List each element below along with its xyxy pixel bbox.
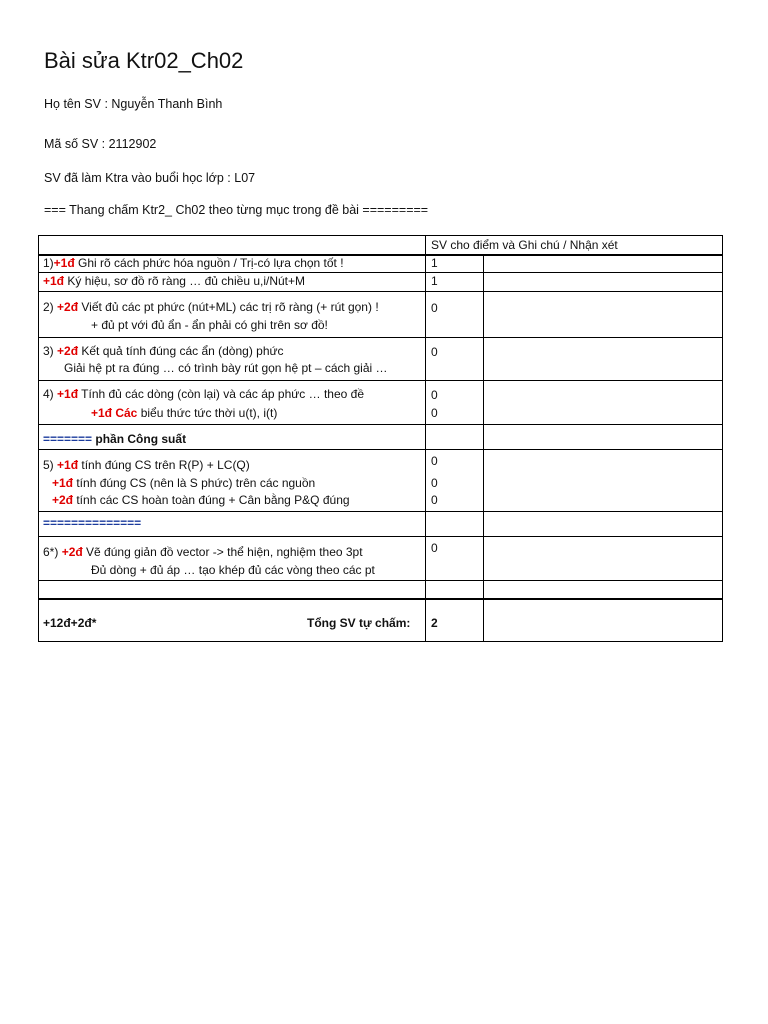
points-badge: +1đ bbox=[52, 476, 74, 490]
table-row bbox=[43, 256, 344, 270]
table-row bbox=[43, 387, 364, 401]
table-row bbox=[43, 545, 363, 559]
score-cell: 1 bbox=[431, 274, 438, 288]
total-max-points: +12đ+2đ* bbox=[43, 616, 97, 630]
points-badge: +2đ bbox=[57, 344, 79, 358]
section-separator bbox=[43, 516, 141, 530]
points-badge: +2đ bbox=[52, 493, 74, 507]
table-row bbox=[43, 300, 379, 314]
row-text: tính đúng CS (nên là S phức) trên các nguồn bbox=[73, 476, 316, 490]
row-divider bbox=[39, 424, 722, 425]
grading-title: === Thang chấm Ktr2_ Ch02 theo từng mục trong đề bài ========= bbox=[44, 203, 429, 217]
row-text: Viết đủ các pt phức (nút+ML) các trị rõ ràng (+ rút gọn) ! bbox=[78, 300, 379, 314]
points-badge: +1đ bbox=[57, 458, 79, 472]
score-cell: 0 bbox=[431, 406, 438, 420]
score-cell: 0 bbox=[431, 541, 438, 555]
points-badge: +2đ bbox=[61, 545, 83, 559]
page-title: Bài sửa Ktr02_Ch02 bbox=[44, 48, 244, 73]
row-text: Kết quả tính đúng các ẩn (dòng) phức bbox=[78, 344, 284, 358]
row-prefix: 4) bbox=[43, 387, 58, 401]
table-row bbox=[43, 458, 250, 472]
row-divider bbox=[39, 291, 722, 292]
points-badge: +1đ bbox=[53, 256, 75, 270]
score-cell: 0 bbox=[431, 388, 438, 402]
section-title: phần Công suất bbox=[92, 432, 187, 446]
score-cell: 0 bbox=[431, 301, 438, 315]
row-divider bbox=[39, 337, 722, 338]
row-text: Ghi rõ cách phức hóa nguồn / Trị-có lựa chọn tốt ! bbox=[74, 256, 344, 270]
student-id: Mã số SV : 2112902 bbox=[44, 137, 157, 151]
row-prefix: 1) bbox=[43, 256, 54, 270]
class-info: SV đã làm Ktra vào buổi học lớp : L07 bbox=[44, 171, 256, 185]
row-subtext: + đủ pt với đủ ẩn - ẩn phải có ghi trên sơ đồ! bbox=[91, 318, 328, 332]
column-header: SV cho điểm và Ghi chú / Nhận xét bbox=[431, 238, 618, 252]
row-prefix: 2) bbox=[43, 300, 58, 314]
row-divider bbox=[39, 511, 722, 512]
table-row bbox=[91, 406, 277, 420]
section-header-power bbox=[43, 432, 186, 446]
total-score: 2 bbox=[431, 616, 438, 630]
grading-table bbox=[38, 235, 723, 642]
points-badge: +1đ bbox=[57, 387, 79, 401]
score-cell: 0 bbox=[431, 493, 438, 507]
points-badge: +2đ bbox=[57, 300, 79, 314]
points-badge: +1đ bbox=[43, 274, 65, 288]
row-divider bbox=[39, 380, 722, 381]
table-row bbox=[43, 344, 284, 358]
row-prefix: 6*) bbox=[43, 545, 62, 559]
row-text: Ký hiệu, sơ đồ rõ ràng … đủ chiều u,i/Nút+M bbox=[64, 274, 306, 288]
total-label: Tổng SV tự chấm: bbox=[307, 616, 411, 630]
row-text: tính đúng CS trên R(P) + LC(Q) bbox=[78, 458, 250, 472]
table-row bbox=[43, 274, 305, 288]
section-marker: ============== bbox=[43, 516, 142, 530]
table-row bbox=[52, 493, 350, 507]
row-text: Vẽ đúng giản đồ vector -> thể hiện, nghiệm theo 3pt bbox=[82, 545, 363, 559]
row-subtext: Giải hệ pt ra đúng … có trình bày rút gọn hệ pt – cách giải … bbox=[64, 361, 388, 375]
row-divider bbox=[39, 598, 722, 600]
row-text: Tính đủ các dòng (còn lại) và các áp phức … theo đề bbox=[78, 387, 365, 401]
row-divider bbox=[39, 449, 722, 450]
row-text: biểu thức tức thời u(t), i(t) bbox=[137, 406, 278, 420]
row-prefix: 5) bbox=[43, 458, 58, 472]
points-badge: +1đ Các bbox=[91, 406, 138, 420]
section-marker: ======= bbox=[43, 432, 93, 446]
score-cell: 1 bbox=[431, 256, 438, 270]
score-cell: 0 bbox=[431, 476, 438, 490]
row-text: tính các CS hoàn toàn đúng + Cân bằng P&Q đúng bbox=[73, 493, 350, 507]
score-cell: 0 bbox=[431, 345, 438, 359]
row-prefix: 3) bbox=[43, 344, 58, 358]
score-cell: 0 bbox=[431, 454, 438, 468]
row-subtext: Đủ dòng + đủ áp … tạo khép đủ các vòng theo các pt bbox=[91, 563, 375, 577]
row-divider bbox=[39, 272, 722, 273]
row-divider bbox=[39, 580, 722, 581]
row-divider bbox=[39, 536, 722, 537]
table-row bbox=[52, 476, 315, 490]
column-divider bbox=[483, 254, 484, 642]
student-name: Họ tên SV : Nguyễn Thanh Bình bbox=[44, 97, 223, 111]
